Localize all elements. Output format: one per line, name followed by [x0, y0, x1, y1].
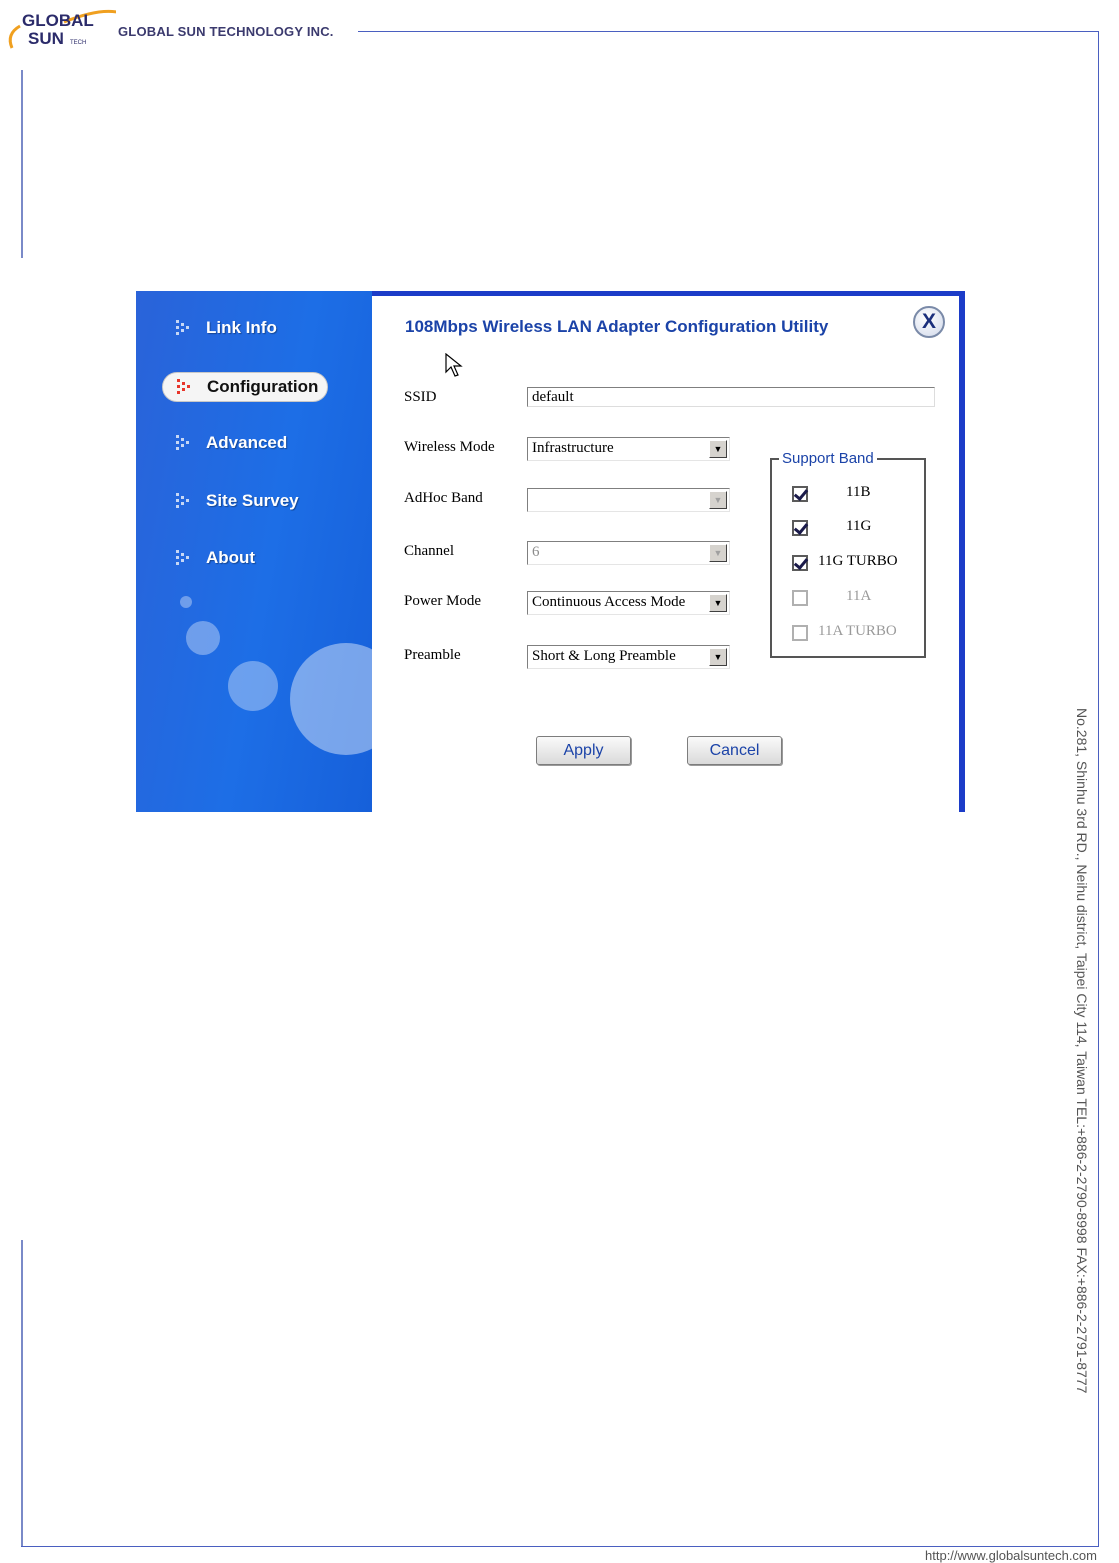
ssid-input[interactable]: default: [527, 387, 935, 407]
window-border-top: [372, 291, 965, 296]
frame-line-right: [1098, 31, 1099, 1546]
nav-advanced[interactable]: [162, 429, 287, 457]
select-value: Short & Long Preamble: [532, 648, 676, 664]
nav-bullet-icon: [176, 320, 194, 336]
power-mode-select[interactable]: [527, 591, 730, 615]
decor-bubble: [180, 596, 192, 608]
footer-url[interactable]: http://www.globalsuntech.com: [925, 1548, 1097, 1563]
nav-site-survey[interactable]: [162, 487, 299, 515]
checkbox-11a-turbo-label: 11A TURBO: [818, 623, 897, 639]
preamble-select[interactable]: [527, 645, 730, 669]
nav-bullet-icon: [176, 435, 194, 451]
logo-text-top: GLOBAL: [22, 11, 94, 30]
close-button[interactable]: [913, 306, 945, 338]
wireless-mode-label: Wireless Mode: [404, 439, 495, 455]
frame-line-bottom: [21, 1546, 1099, 1547]
nav-bullet-icon: [177, 379, 195, 395]
close-icon: X: [921, 310, 936, 333]
svg-text:TECH: TECH: [70, 40, 87, 46]
frame-line-top: [358, 31, 1099, 32]
adhoc-band-label: AdHoc Band: [404, 490, 483, 506]
app-title: 108Mbps Wireless LAN Adapter Configuration Utility: [405, 317, 829, 336]
power-mode-label: Power Mode: [404, 593, 482, 609]
dropdown-arrow-icon[interactable]: ▼: [709, 544, 727, 562]
sidebar: [136, 291, 372, 812]
nav-bullet-icon: [176, 493, 194, 509]
nav-label: Link Info: [206, 318, 277, 337]
checkbox-11g-label: 11G: [846, 518, 872, 534]
cancel-button[interactable]: Cancel: [687, 736, 782, 765]
checkbox-11a-label: 11A: [846, 588, 872, 604]
checkbox-11g[interactable]: [792, 520, 808, 536]
company-name: GLOBAL SUN TECHNOLOGY INC.: [118, 24, 334, 39]
channel-select[interactable]: [527, 541, 730, 565]
company-address: No.281, Shinhu 3rd RD., Neihu district, Taipei City 114, Taiwan TEL:+886-2-2790-8998 FAX:+886-2-2791-8777: [1074, 708, 1090, 1394]
svg-text:SUN: SUN: [28, 29, 64, 48]
dropdown-arrow-icon[interactable]: ▼: [709, 491, 727, 509]
dropdown-arrow-icon[interactable]: ▼: [709, 594, 727, 612]
company-logo: [4, 4, 116, 56]
checkbox-11b-label: 11B: [846, 484, 871, 500]
wireless-mode-select[interactable]: [527, 437, 730, 461]
config-panel: [372, 291, 960, 812]
nav-label: About: [206, 548, 256, 567]
decor-bubble: [186, 621, 220, 655]
nav-bullet-icon: [176, 550, 194, 566]
select-value: 6: [532, 544, 540, 560]
config-utility-window: [136, 291, 966, 812]
checkbox-11g-turbo-label: 11G TURBO: [818, 553, 898, 569]
nav-about[interactable]: [162, 544, 255, 572]
nav-label: Configuration: [207, 377, 319, 396]
mouse-pointer-icon: [445, 353, 463, 379]
frame-line-left-lower: [21, 1240, 23, 1546]
dropdown-arrow-icon[interactable]: ▼: [709, 440, 727, 458]
adhoc-band-select[interactable]: [527, 488, 730, 512]
nav-configuration[interactable]: [162, 372, 328, 402]
frame-line-left-upper: [21, 70, 23, 258]
ssid-label: SSID: [404, 389, 437, 405]
checkbox-11b[interactable]: [792, 486, 808, 502]
apply-button[interactable]: Apply: [536, 736, 631, 765]
preamble-label: Preamble: [404, 647, 461, 663]
checkbox-11a[interactable]: [792, 590, 808, 606]
nav-label: Site Survey: [206, 491, 299, 510]
channel-label: Channel: [404, 543, 454, 559]
decor-bubble: [290, 643, 372, 755]
nav-label: Advanced: [206, 433, 288, 452]
window-border-right: [959, 291, 965, 812]
nav-link-info[interactable]: [162, 314, 277, 342]
checkbox-11g-turbo[interactable]: [792, 555, 808, 571]
dropdown-arrow-icon[interactable]: ▼: [709, 648, 727, 666]
checkbox-11a-turbo[interactable]: [792, 625, 808, 641]
select-value: Continuous Access Mode: [532, 594, 686, 610]
select-value: Infrastructure: [532, 440, 614, 456]
support-band-title: Support Band: [779, 450, 877, 467]
decor-bubble: [228, 661, 278, 711]
